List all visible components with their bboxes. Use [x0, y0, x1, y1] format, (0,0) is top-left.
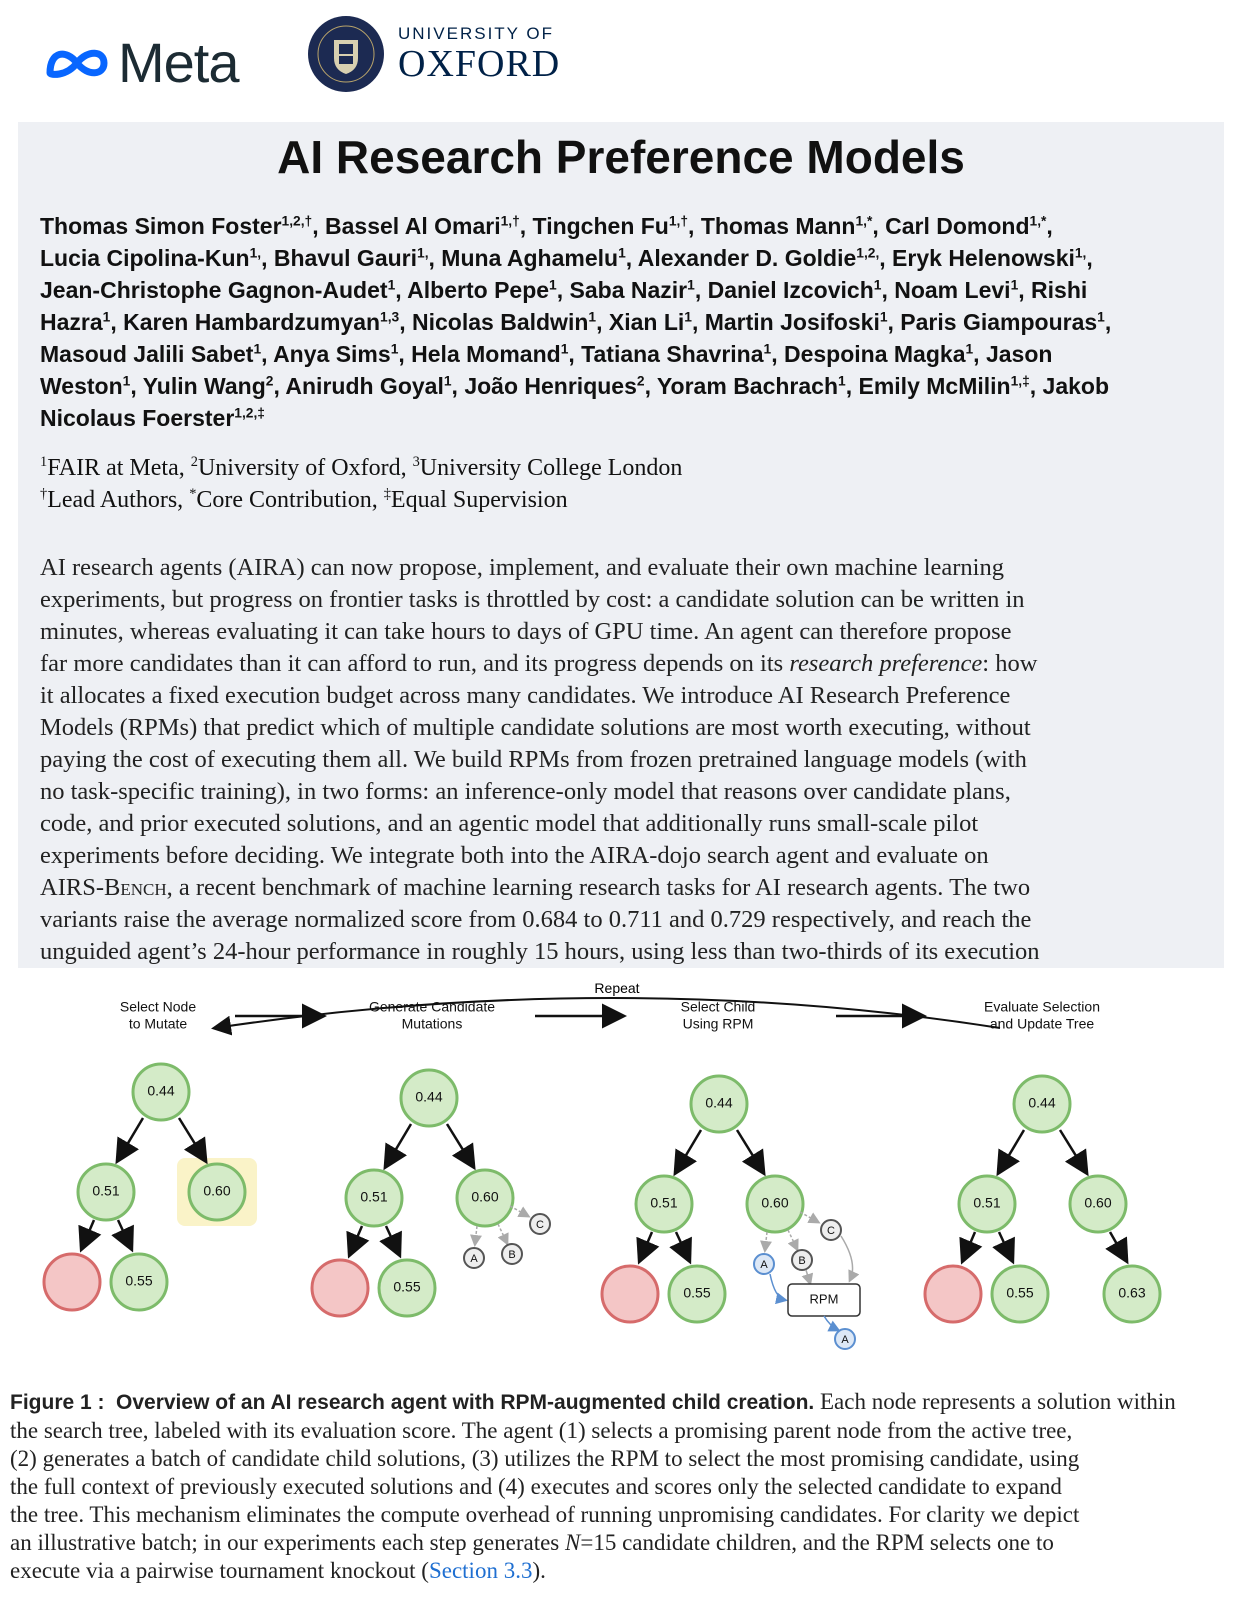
author-line: Jean-Christophe Gagnon-Audet$^1$, Alberto Pepe$^1$, Saba Nazir$^1$, Daniel Izcovich$^1$, Noam Levi$^1$, Rishi	[40, 277, 1088, 303]
abstract-line: experiments before deciding. We integrate both into the AIRA-dojo search agent and evaluate on	[40, 842, 989, 869]
repeat-label: Repeat	[594, 980, 640, 996]
abstract	[40, 552, 1205, 968]
child-node-label: 0.60	[471, 1188, 499, 1205]
tree-edge	[999, 1130, 1024, 1172]
meta-logo	[42, 30, 239, 95]
caption-line: the tree. This mechanism eliminates the compute overhead of running unpromising candidates. For clarity we depict	[10, 1502, 1080, 1527]
logo-header	[0, 0, 1242, 120]
step-label: Using RPM	[682, 1015, 754, 1032]
caption-line: the search tree, labeled with its evaluation score. The agent (1) selects a promising parent node from the active tree,	[10, 1418, 1073, 1443]
tree-edge	[999, 1232, 1012, 1260]
abstract-line: no task-specific training), in two forms: an inference-only model that reasons over candidate plans,	[40, 778, 1011, 805]
abstract-line: unguided agent’s 24-hour performance in roughly 15 hours, using less than two-thirds of its execution	[40, 938, 1040, 965]
candidate-a-label: A	[760, 1258, 768, 1271]
candidate-b-label: B	[798, 1254, 806, 1267]
author-list	[40, 210, 1210, 434]
abstract-line: far more candidates than it can afford to run, and its progress depends on its research preference: how	[40, 650, 1038, 677]
candidate-edge	[788, 1230, 797, 1249]
tree-edge	[676, 1232, 689, 1260]
root-node-label: 0.44	[415, 1088, 443, 1105]
abstract-line: AI research agents (AIRA) can now propose, implement, and evaluate their own machine learning	[40, 554, 1004, 581]
tree-edge	[640, 1232, 652, 1260]
tree-edge	[963, 1232, 975, 1260]
candidate-a-label: A	[470, 1252, 478, 1265]
selected-candidate-label: A	[841, 1333, 849, 1346]
meta-wordmark: Meta	[118, 31, 239, 94]
leaf-node-label: 0.55	[1006, 1284, 1034, 1301]
contribution-note: †Lead Authors, *Core Contribution, ‡Equal Supervision	[40, 486, 568, 513]
step-label: Generate Candidate	[368, 998, 496, 1015]
leaf-node-label: 0.55	[683, 1284, 711, 1301]
paper-title: AI Research Preference Models	[277, 131, 965, 183]
abstract-line: experiments, but progress on frontier tasks is throttled by cost: a candidate solution can be written in	[40, 586, 1025, 613]
caption-line: the full context of previously executed solutions and (4) executes and scores only the selected candidate to expand	[10, 1474, 1062, 1499]
author-line: Thomas Simon Foster$^{1,2,\dagger}$, Bassel Al Omari$^{1,\dagger}$, Tingchen $Fu^{1,\dagger}$, Thomas Mann$^{1,*}$, Carl Domond$^{1,*}$,	[40, 213, 1053, 239]
leaf-node-label: 0.55	[125, 1272, 153, 1289]
child-node-label: 0.60	[761, 1194, 789, 1211]
section-link[interactable]: Section 3.3	[428, 1558, 533, 1583]
caption-heading: Overview of an AI research agent with RPM-augmented child creation.	[116, 1391, 815, 1414]
tree-edge	[737, 1130, 763, 1172]
step-label: Select Child	[680, 998, 756, 1015]
candidate-c-label: C	[827, 1224, 835, 1237]
candidate-edge	[498, 1224, 507, 1243]
oxford-line2: OXFORD	[398, 43, 561, 85]
child-node-label: 0.60	[203, 1182, 231, 1199]
root-node-label: 0.44	[705, 1094, 733, 1111]
tree-edge	[447, 1124, 473, 1166]
abstract-line: Models (RPMs) that predict which of multiple candidate solutions are most worth executing, without	[40, 714, 1031, 741]
child-node-label: 0.51	[973, 1194, 1001, 1211]
step-label: to Mutate	[128, 1015, 188, 1032]
candidate-b-label: B	[508, 1248, 516, 1261]
tree-edge	[118, 1118, 143, 1160]
author-line: Weston$^1$, Yulin Wang$^2$, Anirudh Goyal$^1$, João Henriques$^2$, Yoram Bachrach$^1$, Emily McMilin$^{1,\ddagger}$, Jakob	[40, 373, 1110, 399]
abstract-line: it allocates a fixed execution budget across many candidates. We introduce AI Research Preference	[40, 682, 1011, 709]
child-node-label: 0.51	[650, 1194, 678, 1211]
rpm-input-arrow	[770, 1274, 785, 1300]
failed-node	[602, 1266, 658, 1322]
rpm-input-arrow	[841, 1236, 853, 1280]
tree-edge	[676, 1130, 701, 1172]
root-node-label: 0.44	[1028, 1094, 1056, 1111]
caption-last-start: execute via a pairwise tournament knockout (	[10, 1558, 429, 1583]
step-label: Mutations	[401, 1015, 463, 1032]
figure-1	[0, 968, 1242, 1388]
failed-node	[925, 1266, 981, 1322]
abstract-line: code, and prior executed solutions, and an agentic model that additionally runs small-scale pilot	[40, 810, 979, 837]
step-label: and Update Tree	[989, 1015, 1095, 1032]
oxford-logo	[306, 14, 560, 94]
author-line: Lucia Cipolina-Kun$^{1,}$, Bhavul Gauri$^{1,}$, Muna Aghamelu$^1$, Alexander D. Goldie$^{1,2,}$, Eryk Helenowski$^{1,}$,	[40, 245, 1093, 271]
root-node-label: 0.44	[147, 1082, 175, 1099]
author-line: Hazra$^1$, Karen Hambardzumyan$^{1,3}$, Nicolas Baldwin$^1$, Xian Li$^1$, Martin Josifoski$^1$, Paris Giampouras$^1$,	[40, 309, 1112, 335]
oxford-crest-icon	[306, 14, 386, 94]
tree-edge	[1110, 1232, 1126, 1260]
tree-edge	[350, 1226, 362, 1254]
meta-infinity-icon	[42, 43, 112, 83]
caption-label: Figure 1 :	[10, 1391, 105, 1414]
leaf-node-label: 0.55	[393, 1278, 421, 1295]
failed-node	[44, 1254, 100, 1310]
abstract-line: AIRS-Bench, a recent benchmark of machine learning research tasks for AI research agents. The two	[40, 874, 1031, 901]
rpm-input-arrow	[806, 1270, 810, 1283]
caption-first-line: Each node represents a solution within	[820, 1389, 1176, 1414]
rpm-label: RPM	[809, 1291, 839, 1307]
author-line: Nicolaus Foerster$^{1,2,\ddagger}$	[40, 405, 265, 431]
abstract-line: minutes, whereas evaluating it can take hours to days of GPU time. An agent can therefore propose	[40, 618, 1012, 645]
tree-edge	[82, 1220, 94, 1248]
affiliation-line: $^1$FAIR at Meta, $^2$University of Oxford, $^3$University College London	[40, 454, 683, 481]
candidate-c-label: C	[536, 1218, 544, 1231]
affiliations	[40, 452, 682, 516]
candidate-edge	[475, 1226, 477, 1244]
caption-line: (2) generates a batch of candidate child solutions, (3) utilizes the RPM to select the most promising candidate, using	[10, 1446, 1080, 1471]
abstract-line: variants raise the average normalized score from 0.684 to 0.711 and 0.729 respectively, and reach the	[40, 906, 1032, 933]
caption-line	[10, 1557, 1235, 1585]
tree-edge	[386, 1124, 411, 1166]
caption-line: an illustrative batch; in our experiments each step generates N=15 candidate children, and the RPM selects one to	[10, 1530, 1054, 1555]
child-node-label: 0.51	[360, 1188, 388, 1205]
tree-edge	[179, 1118, 205, 1160]
candidate-edge	[765, 1232, 767, 1250]
step-label: Select Node	[119, 998, 197, 1015]
author-line: Masoud Jalili Sabet$^1$, Anya Sims$^1$, Hela Momand$^1$, Tatiana Shavrina$^1$, Despoina Magka$^1$, Jason	[40, 341, 1053, 367]
child-node-label: 0.60	[1084, 1194, 1112, 1211]
rpm-output-arrow	[824, 1316, 838, 1330]
new-leaf-node-label: 0.63	[1118, 1284, 1146, 1301]
tree-edge	[386, 1226, 399, 1254]
repeat-arrow	[215, 998, 1000, 1028]
step-label: Evaluate Selection	[984, 998, 1100, 1015]
abstract-line: paying the cost of executing them all. We build RPMs from frozen pretrained language models (with	[40, 746, 1027, 773]
caption-last-end: ).	[532, 1558, 546, 1583]
child-node-label: 0.51	[92, 1182, 120, 1199]
tree-edge	[1060, 1130, 1086, 1172]
oxford-line1: UNIVERSITY OF	[398, 24, 555, 43]
tree-edge	[118, 1220, 131, 1248]
caption-line	[10, 1388, 1235, 1417]
figure-caption	[10, 1388, 1235, 1585]
failed-node	[312, 1260, 368, 1316]
